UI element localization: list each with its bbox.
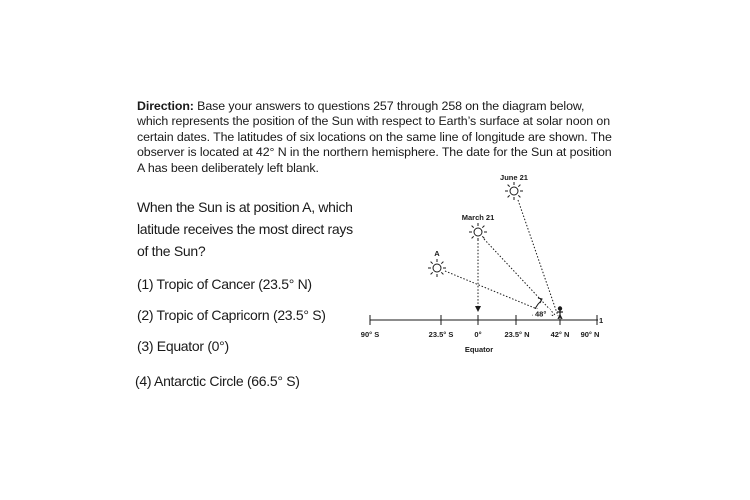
latitude-label-90n: 90° N [580,330,600,339]
ray-march-21 [484,239,556,316]
question-text: When the Sun is at position A, which latitude receives the most direct rays of the Sun? [137,199,353,259]
sun-position-a-label: A [434,249,440,258]
answer-option-4[interactable]: (4) Antarctic Circle (66.5° S) [135,373,300,389]
sun-june-21-icon [505,182,523,200]
edge-mark: 1 [599,316,604,325]
latitude-label-0: 0° [474,330,482,339]
latitude-label-23-5s: 23.5° S [428,330,454,339]
direction-label: Direction: [137,99,194,113]
latitude-label-90s: 90° S [360,330,380,339]
angle-label: 48° [535,309,547,319]
ray-june-21 [518,200,558,316]
sun-march-21-label: March 21 [461,213,495,222]
answer-option-2[interactable]: (2) Tropic of Capricorn (23.5° S) [137,307,326,323]
latitude-label-23-5n: 23.5° N [504,330,530,339]
latitude-label-42n: 42° N [550,330,570,339]
equator-label: Equator [464,345,494,354]
angle-arc-arrow [538,298,542,303]
answer-option-3[interactable]: (3) Equator (0°) [137,338,229,354]
answer-option-1[interactable]: (1) Tropic of Cancer (23.5° N) [137,276,312,292]
sun-position-a-icon [428,259,446,277]
sun-march-21-icon [469,223,487,241]
sun-june-21-label: June 21 [500,173,528,182]
direction-text: Base your answers to questions 257 through 258 on the diagram below, which represents the position of the Sun with respect to Earth’s surface at solar noon on certain dates. The latitudes of six locations on the same line of longitude are shown. The observer is located at 42° N in the northern hemisphere. The date for the Sun at position A has been deliberately left blank. [137,99,612,175]
